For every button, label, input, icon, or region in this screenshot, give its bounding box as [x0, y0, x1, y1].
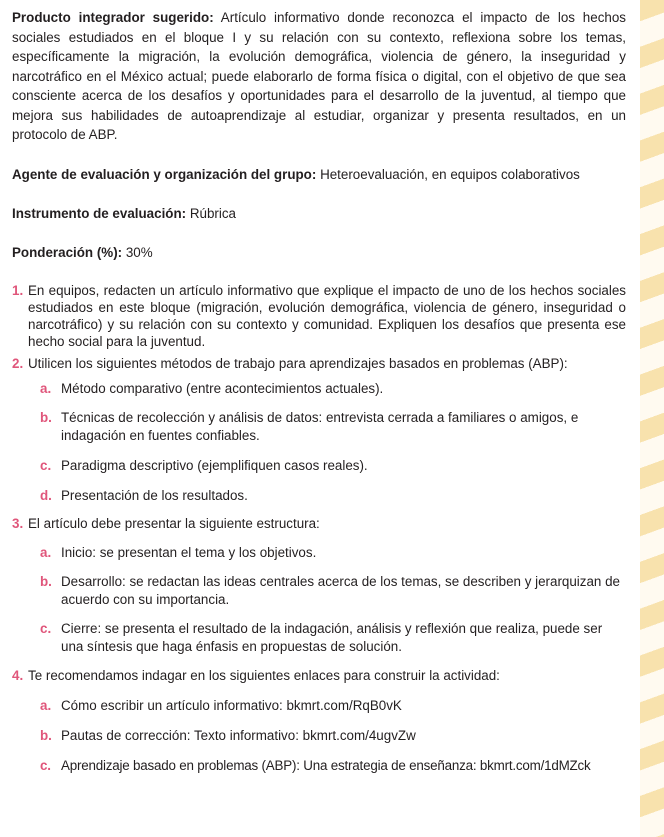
sub-list-3 — [12, 543, 626, 656]
sub-text: Aprendizaje basado en problemas (ABP): Una estrategia de enseñanza: bkmrt.com/1dMZck — [61, 757, 591, 773]
sub-letter: c. — [40, 457, 52, 473]
sub-item — [12, 543, 626, 562]
sub-letter: a. — [40, 697, 52, 713]
sub-item — [12, 486, 626, 505]
document-page — [12, 8, 626, 775]
item-number: 4. — [12, 668, 24, 684]
item-number: 3. — [12, 515, 24, 531]
sub-text: Técnicas de recolección y análisis de datos: entrevista cerrada a familiares o amigos, e indagación en fuentes confiables. — [61, 409, 579, 443]
item-text: En equipos, redacten un artículo informativo que explique el impacto de uno de los hechos sociales estudiados en este bloque (migración, evolución demográfica, violencia de género, inseguridad o narcotráfico) y su relación con su contexto y comunidad. Expliquen los desafíos que presenta ese hecho social para la juventud. — [28, 282, 626, 350]
sub-letter: c. — [40, 757, 51, 773]
sub-letter: b. — [40, 727, 52, 743]
ponderacion-label: Ponderación (%): — [12, 244, 123, 260]
sub-letter: d. — [40, 487, 52, 503]
ponderacion-line — [12, 243, 626, 262]
instrumento-text: Rúbrica — [189, 205, 237, 221]
sub-item — [12, 696, 626, 715]
item-number: 1. — [12, 282, 24, 298]
sub-item — [12, 726, 626, 745]
list-item-3 — [12, 515, 626, 532]
sub-item — [12, 456, 626, 475]
sub-letter: a. — [40, 545, 52, 561]
sub-item — [12, 409, 626, 445]
sub-item — [12, 756, 626, 775]
agente-line — [12, 165, 626, 184]
sub-text: Pautas de corrección: Texto informativo: bkmrt.com/4ugvZw — [61, 727, 416, 743]
decorative-stripe — [640, 0, 664, 837]
sub-item — [12, 573, 626, 609]
item-text: Utilicen los siguientes métodos de trabajo para aprendizajes basados en problemas (ABP): — [28, 355, 568, 371]
item-text: Te recomendamos indagar en los siguientes enlaces para construir la actividad: — [28, 668, 500, 684]
sub-list-2 — [12, 379, 626, 505]
producto-label: Producto integrador sugerido: — [12, 10, 214, 25]
producto-text: Artículo informativo donde reconozca el impacto de los hechos sociales estudiados en el bloque I y su relación con su contexto, reflexiona sobre los temas, específicamente la migración, la evolución demográfica, violencia de género, la inseguridad y narcotráfico en el México actual; puede elaborarlo de forma física o digital, con el objetivo de que sea consciente acerca de los desafíos y oportunidades para el desarrollo de la juventud, al tiempo que mejora sus habilidades de autoaprendizaje al estudiar, organizar y presenta resultados, en un protocolo de ABP. — [12, 10, 626, 142]
instrumento-label: Instrumento de evaluación: — [12, 205, 187, 221]
sub-list-4 — [12, 696, 626, 775]
item-number: 2. — [12, 355, 24, 371]
sub-text: Cierre: se presenta el resultado de la indagación, análisis y reflexión que realiza, puede ser una síntesis que haga énfasis en propuestas de solución. — [61, 621, 603, 655]
agente-label: Agente de evaluación y organización del grupo: — [12, 166, 317, 182]
agente-text: Heteroevaluación, en equipos colaborativos — [320, 166, 580, 182]
instrumento-line — [12, 204, 626, 223]
activity-list — [12, 282, 626, 775]
sub-item — [12, 620, 626, 656]
sub-text: Paradigma descriptivo (ejemplifiquen casos reales). — [61, 457, 368, 473]
list-item-1 — [12, 282, 626, 351]
item-text: El artículo debe presentar la siguiente estructura: — [28, 515, 320, 531]
sub-text: Presentación de los resultados. — [61, 487, 248, 503]
sub-text: Desarrollo: se redactan las ideas centrales acerca de los temas, se describen y jerarquizan de acuerdo con su importancia. — [61, 574, 620, 608]
sub-letter: b. — [40, 574, 52, 590]
sub-text: Cómo escribir un artículo informativo: bkmrt.com/RqB0vK — [61, 697, 402, 713]
sub-text: Inicio: se presentan el tema y los objetivos. — [61, 545, 317, 561]
sub-letter: a. — [40, 380, 52, 396]
list-item-4 — [12, 667, 626, 684]
producto-paragraph — [12, 8, 626, 145]
sub-item — [12, 379, 626, 398]
sub-letter: c. — [40, 621, 52, 637]
sub-letter: b. — [40, 409, 52, 425]
list-item-2 — [12, 355, 626, 372]
sub-text: Método comparativo (entre acontecimientos actuales). — [61, 380, 384, 396]
ponderacion-text: 30% — [125, 244, 153, 260]
